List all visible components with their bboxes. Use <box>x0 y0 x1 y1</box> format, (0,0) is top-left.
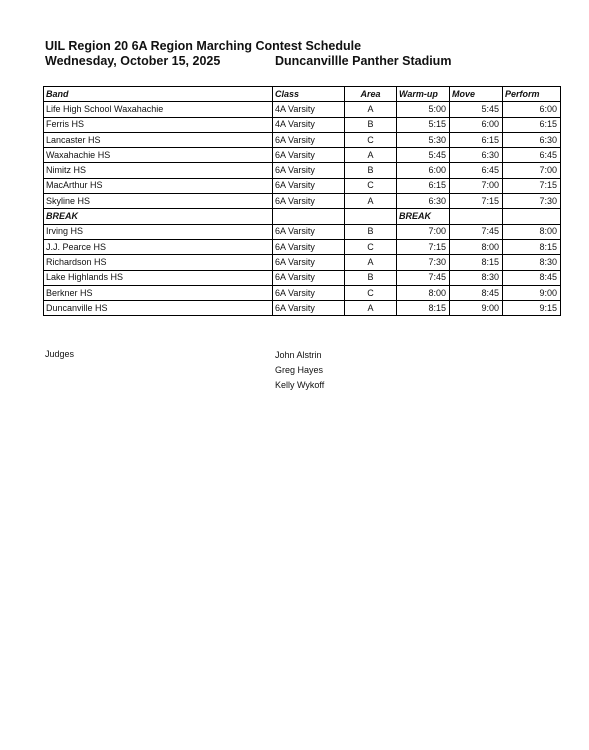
move-cell: 6:30 <box>450 148 503 163</box>
column-header-band: Band <box>44 87 273 102</box>
judges-label: Judges <box>45 349 75 359</box>
judges-list <box>275 348 324 393</box>
empty-cell <box>450 209 503 224</box>
perform-cell: 8:30 <box>503 255 561 270</box>
table-row <box>44 270 561 285</box>
table-row <box>44 117 561 132</box>
class-cell: 6A Varsity <box>273 132 345 147</box>
class-cell: 4A Varsity <box>273 117 345 132</box>
warmup-cell: 7:45 <box>397 270 450 285</box>
table-row <box>44 163 561 178</box>
class-cell: 6A Varsity <box>273 285 345 300</box>
perform-cell: 6:45 <box>503 148 561 163</box>
empty-cell <box>273 209 345 224</box>
perform-cell: 9:00 <box>503 285 561 300</box>
band-cell: J.J. Pearce HS <box>44 239 273 254</box>
perform-cell: 7:00 <box>503 163 561 178</box>
move-cell: 7:45 <box>450 224 503 239</box>
column-header-class: Class <box>273 87 345 102</box>
class-cell: 6A Varsity <box>273 194 345 209</box>
perform-cell: 7:15 <box>503 178 561 193</box>
warmup-cell: 6:15 <box>397 178 450 193</box>
area-cell: C <box>345 178 397 193</box>
class-cell: 6A Varsity <box>273 178 345 193</box>
column-header-area: Area <box>345 87 397 102</box>
band-cell: Lancaster HS <box>44 132 273 147</box>
move-cell: 9:00 <box>450 301 503 316</box>
band-cell: Life High School Waxahachie <box>44 102 273 117</box>
band-cell: Waxahachie HS <box>44 148 273 163</box>
band-cell: Berkner HS <box>44 285 273 300</box>
class-cell: 4A Varsity <box>273 102 345 117</box>
schedule-table <box>43 86 561 316</box>
judge-name: Greg Hayes <box>275 365 324 375</box>
table-row <box>44 178 561 193</box>
move-cell: 8:00 <box>450 239 503 254</box>
move-cell: 6:00 <box>450 117 503 132</box>
warmup-cell: 5:00 <box>397 102 450 117</box>
empty-cell <box>503 209 561 224</box>
move-cell: 5:45 <box>450 102 503 117</box>
column-header-move: Move <box>450 87 503 102</box>
area-cell: C <box>345 132 397 147</box>
warmup-cell: 8:15 <box>397 301 450 316</box>
move-cell: 6:45 <box>450 163 503 178</box>
move-cell: 7:15 <box>450 194 503 209</box>
move-cell: 8:45 <box>450 285 503 300</box>
perform-cell: 6:15 <box>503 117 561 132</box>
table-row <box>44 301 561 316</box>
empty-cell <box>345 209 397 224</box>
area-cell: B <box>345 224 397 239</box>
band-cell: Ferris HS <box>44 117 273 132</box>
judge-name: Kelly Wykoff <box>275 380 325 390</box>
move-cell: 8:15 <box>450 255 503 270</box>
perform-cell: 8:45 <box>503 270 561 285</box>
warmup-cell: 7:30 <box>397 255 450 270</box>
table-row <box>44 194 561 209</box>
move-cell: 7:00 <box>450 178 503 193</box>
warmup-cell: 5:30 <box>397 132 450 147</box>
table-row <box>44 255 561 270</box>
area-cell: A <box>345 148 397 163</box>
break-label: BREAK <box>44 209 273 224</box>
band-cell: Duncanville HS <box>44 301 273 316</box>
area-cell: A <box>345 102 397 117</box>
area-cell: C <box>345 239 397 254</box>
warmup-cell: 5:15 <box>397 117 450 132</box>
band-cell: Richardson HS <box>44 255 273 270</box>
warmup-cell: 7:15 <box>397 239 450 254</box>
column-header-warmup: Warm-up <box>397 87 450 102</box>
band-cell: Nimitz HS <box>44 163 273 178</box>
column-header-perform: Perform <box>503 87 561 102</box>
table-row <box>44 148 561 163</box>
band-cell: Irving HS <box>44 224 273 239</box>
class-cell: 6A Varsity <box>273 148 345 163</box>
area-cell: B <box>345 163 397 178</box>
table-row <box>44 102 561 117</box>
table-row <box>44 224 561 239</box>
perform-cell: 8:00 <box>503 224 561 239</box>
class-cell: 6A Varsity <box>273 224 345 239</box>
area-cell: A <box>345 255 397 270</box>
area-cell: B <box>345 117 397 132</box>
perform-cell: 9:15 <box>503 301 561 316</box>
contest-date: Wednesday, October 15, 2025 <box>45 54 221 68</box>
class-cell: 6A Varsity <box>273 239 345 254</box>
table-row <box>44 285 561 300</box>
warmup-cell: 6:30 <box>397 194 450 209</box>
perform-cell: 6:30 <box>503 132 561 147</box>
area-cell: C <box>345 285 397 300</box>
perform-cell: 7:30 <box>503 194 561 209</box>
band-cell: MacArthur HS <box>44 178 273 193</box>
warmup-cell: 6:00 <box>397 163 450 178</box>
perform-cell: 8:15 <box>503 239 561 254</box>
area-cell: A <box>345 194 397 209</box>
move-cell: 8:30 <box>450 270 503 285</box>
band-cell: Skyline HS <box>44 194 273 209</box>
area-cell: A <box>345 301 397 316</box>
class-cell: 6A Varsity <box>273 301 345 316</box>
move-cell: 6:15 <box>450 132 503 147</box>
break-warmup-label: BREAK <box>397 209 450 224</box>
perform-cell: 6:00 <box>503 102 561 117</box>
warmup-cell: 8:00 <box>397 285 450 300</box>
break-row <box>44 209 561 224</box>
band-cell: Lake Highlands HS <box>44 270 273 285</box>
area-cell: B <box>345 270 397 285</box>
schedule-title: UIL Region 20 6A Region Marching Contest Schedule <box>45 39 362 53</box>
warmup-cell: 7:00 <box>397 224 450 239</box>
warmup-cell: 5:45 <box>397 148 450 163</box>
table-row <box>44 132 561 147</box>
table-row <box>44 239 561 254</box>
class-cell: 6A Varsity <box>273 255 345 270</box>
contest-venue: Duncanvillle Panther Stadium <box>275 54 452 68</box>
judge-name: John Alstrin <box>275 350 322 360</box>
class-cell: 6A Varsity <box>273 270 345 285</box>
class-cell: 6A Varsity <box>273 163 345 178</box>
table-header-row <box>44 87 561 102</box>
